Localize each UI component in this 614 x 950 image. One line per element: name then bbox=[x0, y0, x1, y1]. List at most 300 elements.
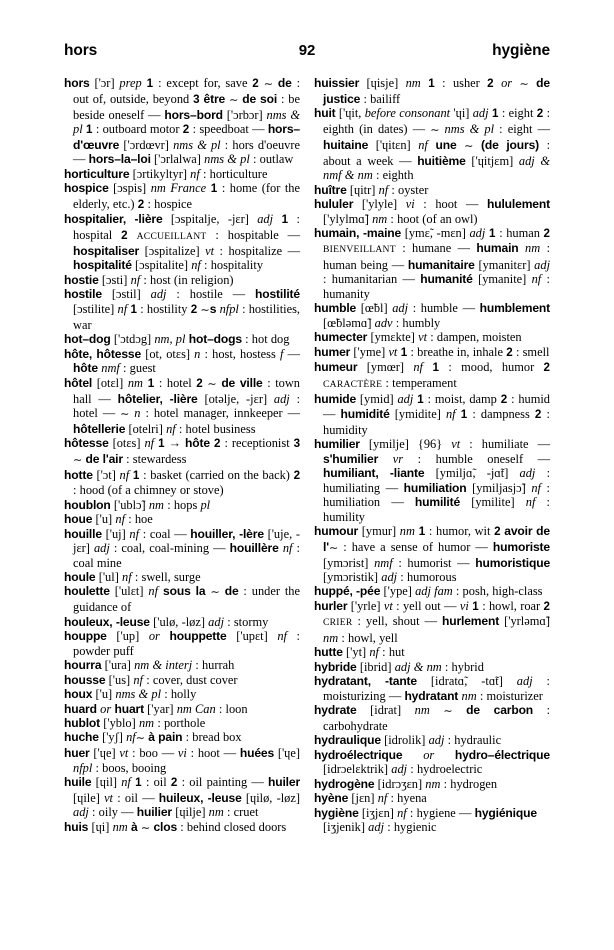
entry-definition-text: : hotel bbox=[158, 375, 197, 390]
entry-definition-text: : humane bbox=[395, 241, 458, 256]
entry-headword: de bbox=[219, 584, 239, 599]
entry-grammar-label: nf bbox=[277, 629, 287, 644]
entry-definition-text: : hospitality bbox=[200, 258, 264, 273]
entry-grammar-label: nf bbox=[166, 421, 176, 436]
entry-cross-reference: ACCUEILLANT bbox=[136, 230, 207, 242]
entry-sense-number: 1 bbox=[485, 227, 500, 241]
entry-headword: humidité bbox=[340, 407, 390, 422]
entry-grammar-label: vt bbox=[451, 437, 461, 452]
entry-grammar-label: nm bbox=[112, 819, 128, 834]
entry-grammar-label: nf bbox=[531, 480, 541, 495]
entry-pronunciation: ['ɥe] bbox=[89, 746, 120, 761]
entry-headword: hôtesse bbox=[64, 436, 109, 451]
entry-definition-text: : hospitable bbox=[206, 227, 288, 242]
entry-grammar-label: nm bbox=[425, 776, 441, 791]
entry-grammar-label: nms & pl bbox=[204, 152, 250, 167]
entry-definition-text: : usher bbox=[442, 76, 488, 90]
entry-separator-dash: — bbox=[391, 257, 408, 272]
entry-headword: (de jours) bbox=[473, 137, 540, 152]
entry-pronunciation: ['ype] bbox=[380, 584, 416, 599]
entry-headword: avoir de l' bbox=[323, 524, 550, 554]
entry-grammar-label: vt bbox=[418, 330, 428, 345]
dictionary-entry bbox=[314, 392, 550, 437]
entry-grammar-label: nms & pl bbox=[173, 137, 221, 152]
entry-separator-dash: — bbox=[174, 526, 191, 541]
entry-headword: houillère bbox=[229, 541, 283, 556]
entry-grammar-label: nm & interj bbox=[134, 658, 193, 673]
entry-headword: houppe bbox=[64, 629, 107, 644]
entry-headword: huitaine bbox=[323, 137, 369, 152]
entry-pronunciation: [idrɔelɛktrik] bbox=[323, 762, 392, 777]
entry-grammar-label: nf bbox=[126, 730, 136, 745]
entry-cross-reference: CARACTÈRE bbox=[323, 378, 383, 390]
entry-pronunciation: ['ura] bbox=[101, 658, 135, 673]
swung-dash-icon: ∼ bbox=[140, 821, 151, 835]
entry-separator-dash: — bbox=[537, 451, 550, 466]
entry-grammar-label: nm bbox=[461, 688, 477, 703]
entry-headword: de carbon bbox=[452, 703, 534, 718]
entry-grammar-label: vi bbox=[177, 746, 187, 761]
entry-pronunciation: [ymidite] bbox=[389, 407, 446, 422]
entry-headword: hostilité bbox=[255, 287, 301, 302]
entry-pronunciation: [jɛn] bbox=[348, 791, 378, 806]
entry-headword: hospitaliser bbox=[73, 243, 140, 258]
entry-headword: hutte bbox=[314, 645, 343, 660]
entry-headword: à bbox=[127, 819, 141, 834]
entry-pronunciation: ['ɔrbɔr] bbox=[222, 107, 267, 122]
entry-grammar-label: adj bbox=[208, 614, 225, 629]
entry-separator-dash: — bbox=[323, 407, 341, 422]
swung-dash-icon: ∼ bbox=[263, 77, 273, 91]
entry-sense-number: 2 bbox=[170, 776, 182, 790]
entry-pronunciation: ['yʃ] bbox=[98, 730, 127, 745]
entry-headword: humilier bbox=[314, 437, 360, 452]
entry-grammar-label: nms & pl bbox=[115, 687, 162, 702]
entry-headword: huile bbox=[64, 775, 92, 790]
dictionary-entry bbox=[64, 468, 300, 498]
entry-pronunciation: ['up] bbox=[106, 629, 149, 644]
entry-grammar-label: nf bbox=[378, 182, 389, 197]
entry-pronunciation: [ɔstilite] bbox=[73, 301, 118, 316]
entry-definition-text: : hot dog bbox=[241, 332, 290, 347]
entry-sense-number: 1 bbox=[488, 107, 502, 121]
entry-grammar-label: adj bbox=[150, 287, 167, 302]
entry-definition-text: : cover, dust cover bbox=[143, 672, 238, 687]
entry-sense-number: 1 bbox=[422, 361, 449, 375]
entry-definition-text: : hoot bbox=[186, 746, 224, 761]
entry-sense-number: 1 bbox=[141, 77, 159, 90]
entry-separator-dash: — bbox=[444, 598, 460, 613]
dictionary-entry bbox=[64, 716, 300, 730]
entry-grammar-label: vt bbox=[205, 243, 215, 258]
entry-pronunciation: ['yrle] bbox=[347, 598, 384, 613]
entry-headword: houppette bbox=[159, 629, 227, 644]
entry-grammar-label: adj bbox=[428, 733, 445, 748]
entry-definition-text: : boo bbox=[128, 746, 162, 761]
entry-grammar-label: or bbox=[148, 629, 160, 644]
swung-dash-icon: ∼ bbox=[519, 77, 529, 91]
entry-headword: hourra bbox=[64, 658, 102, 673]
entry-sense-number: 2 bbox=[534, 408, 547, 422]
entry-headword: horticulture bbox=[64, 166, 130, 181]
entry-grammar-label: nmf bbox=[101, 361, 120, 376]
dictionary-entry bbox=[314, 226, 550, 301]
entry-headword: huiler bbox=[267, 775, 301, 790]
entry-grammar-label: vt bbox=[388, 344, 398, 359]
entry-pronunciation: [ɥi] bbox=[88, 819, 113, 834]
entry-definition-text: : posh, high-class bbox=[452, 584, 543, 599]
entry-pronunciation: ['ylylmɑ̃] bbox=[323, 211, 373, 226]
dictionary-entry bbox=[314, 674, 550, 703]
dictionary-entry bbox=[314, 437, 550, 524]
dictionary-entry bbox=[64, 76, 300, 167]
entry-definition-text: : hostilities, war bbox=[73, 301, 301, 332]
entry-definition-text: : hyena bbox=[387, 791, 427, 806]
entry-definition-text: : holly bbox=[161, 687, 197, 702]
dictionary-entry bbox=[64, 570, 300, 584]
entry-grammar-label: adj bbox=[534, 257, 551, 272]
entry-sense-number: 1 bbox=[82, 123, 96, 137]
entry-headword: humilité bbox=[414, 495, 461, 510]
entry-headword: humain, -maine bbox=[314, 226, 402, 241]
entry-headword: houle bbox=[64, 569, 96, 584]
entry-definition-text: : basket (carried on the back) bbox=[143, 467, 294, 482]
entry-headword: hygiène bbox=[314, 805, 359, 820]
entry-definition-text: : home (for the elderly, etc.) bbox=[73, 181, 301, 211]
entry-pronunciation: [ymilje] {96} bbox=[359, 437, 452, 452]
entry-headword: s bbox=[209, 301, 220, 316]
entry-headword: hydrate bbox=[314, 703, 357, 718]
entry-headword: huit bbox=[314, 106, 336, 121]
entry-definition-text: : hotel bbox=[73, 391, 301, 420]
entry-grammar-label: nm bbox=[127, 375, 143, 390]
entry-definition-text: : under the guidance of bbox=[73, 584, 301, 615]
entry-headword: hostie bbox=[64, 272, 99, 287]
dictionary-entry bbox=[64, 498, 300, 512]
entry-grammar-label: nms & pl bbox=[73, 107, 300, 137]
entry-headword: humble bbox=[314, 301, 357, 316]
entry-headword: houiller, -lère bbox=[190, 526, 264, 541]
entry-definition-text: : bread box bbox=[182, 730, 242, 745]
entry-pronunciation: [idrat] bbox=[356, 703, 415, 718]
entry-headword: hors–la–loi bbox=[88, 152, 151, 167]
entry-pronunciation: [ɥil] bbox=[91, 775, 122, 790]
entry-definition-text bbox=[430, 703, 444, 717]
entry-separator-dash: — bbox=[412, 121, 431, 136]
entry-definition-text: : oil painting bbox=[181, 775, 252, 790]
entry-definition-text: : breathe in, inhale bbox=[410, 344, 507, 359]
entry-grammar-label: nf bbox=[129, 526, 140, 541]
dictionary-entry bbox=[64, 332, 300, 346]
entry-definition-text: : yell, shout bbox=[352, 614, 425, 629]
entry-headword: humanité bbox=[420, 272, 473, 287]
entry-grammar-label: nf bbox=[531, 272, 542, 287]
entry-pronunciation: [otəlje, -jɛr] bbox=[197, 391, 274, 406]
entry-definition-text: : carbohydrate bbox=[323, 703, 551, 733]
entry-definition-text: : cruet bbox=[223, 805, 259, 820]
entry-sense-number: 1 bbox=[414, 525, 429, 539]
entry-pronunciation: [otɛl] bbox=[92, 375, 128, 390]
entry-grammar-label: nm bbox=[148, 497, 165, 512]
dictionary-entry bbox=[314, 330, 550, 344]
entry-definition-text: : coal, coal-mining bbox=[109, 541, 214, 556]
entry-definition-text: : hops bbox=[164, 497, 201, 512]
dictionary-entry bbox=[314, 806, 550, 835]
entry-definition-text: : human being bbox=[323, 241, 551, 272]
dictionary-entry bbox=[64, 181, 300, 212]
entry-headword: humeur bbox=[314, 360, 358, 375]
entry-headword: huissier bbox=[314, 76, 360, 90]
entry-grammar-label: nf bbox=[130, 272, 141, 287]
entry-pronunciation: [ɔsti] bbox=[98, 272, 131, 287]
entry-headword: huche bbox=[64, 730, 99, 745]
entry-headword: hôtel bbox=[64, 375, 93, 390]
entry-definition-text: : bailiff bbox=[360, 91, 401, 106]
entry-sense-number: 2 bbox=[209, 437, 225, 451]
entry-grammar-label: nm bbox=[208, 805, 224, 820]
entry-definition-text: : humiliation bbox=[323, 480, 550, 510]
entry-pronunciation: [ibrid] bbox=[356, 659, 395, 674]
dictionary-entry bbox=[64, 615, 300, 629]
entry-pronunciation: ['ɥitjɛm] bbox=[465, 153, 519, 168]
entry-sense-number: 3 bbox=[193, 92, 204, 106]
entry-grammar-label: vi bbox=[405, 197, 415, 212]
entry-definition-text: : moist, damp bbox=[427, 392, 501, 407]
entry-headword: hululement bbox=[486, 197, 550, 212]
entry-pronunciation: [ymɛ̃, -mɛn] bbox=[401, 226, 470, 241]
entry-definition-text: : hotel business bbox=[175, 421, 256, 436]
entry-separator-dash: — bbox=[457, 241, 477, 256]
swung-dash-icon: ∼ bbox=[210, 585, 220, 599]
entry-definition-text: : hybrid bbox=[441, 659, 484, 674]
entry-pronunciation: [ymilite] bbox=[460, 495, 526, 510]
entry-headword: hyène bbox=[314, 791, 349, 806]
entry-grammar-label: adj bbox=[472, 106, 489, 121]
entry-definition-text: : hydrogen bbox=[440, 776, 498, 791]
entry-pronunciation: [ot, otɛs] bbox=[141, 346, 195, 361]
entry-separator-dash: — bbox=[462, 301, 480, 316]
entry-definition-text: : eight bbox=[501, 106, 537, 121]
entry-sense-number: 2 bbox=[182, 123, 193, 137]
entry-sense-number: 2 bbox=[506, 345, 516, 359]
swung-dash-icon: ∼ bbox=[200, 303, 210, 317]
entry-headword: humour bbox=[314, 524, 359, 539]
entry-separator-dash: — bbox=[73, 152, 89, 167]
entry-grammar-label: nf bbox=[282, 541, 293, 556]
entry-pronunciation: [ɥilje] bbox=[172, 805, 209, 820]
entry-grammar-label: nm bbox=[525, 241, 541, 256]
entry-grammar-label: nm bbox=[138, 715, 155, 730]
entry-separator-dash: — bbox=[287, 346, 300, 361]
entry-headword: hygiénique bbox=[474, 805, 537, 820]
entry-definition-text: : humid bbox=[511, 392, 550, 407]
entry-pronunciation: [idrolik] bbox=[380, 733, 429, 748]
entry-grammar-label: vt bbox=[383, 598, 393, 613]
dictionary-entry bbox=[64, 746, 300, 775]
entry-pronunciation: [ɔspitalize] bbox=[139, 243, 206, 258]
entry-headword: houx bbox=[64, 687, 93, 702]
entry-pronunciation: ['yblo] bbox=[100, 715, 139, 730]
dictionary-entry bbox=[314, 703, 550, 733]
entry-pronunciation: [ymanite] bbox=[472, 272, 532, 287]
entry-definition-text: : humanitarian bbox=[323, 272, 403, 287]
entry-grammar-label: adj bbox=[73, 805, 89, 820]
entry-pronunciation: [ymur] bbox=[358, 524, 400, 539]
guide-word-left: hors bbox=[64, 42, 98, 59]
entry-definition-text: : porthole bbox=[154, 715, 206, 730]
entry-headword: être bbox=[203, 91, 230, 106]
entry-grammar-label: nm bbox=[399, 524, 415, 539]
entry-headword: humoristique bbox=[475, 555, 551, 570]
entry-definition-text: : except for, save bbox=[158, 76, 253, 90]
dictionary-entry bbox=[64, 527, 300, 570]
entry-grammar-label: adj & nm bbox=[394, 659, 442, 674]
dictionary-entry bbox=[64, 512, 300, 526]
entry-sense-number: 1 bbox=[143, 376, 159, 390]
entry-headword: hôtellerie bbox=[73, 421, 126, 436]
dictionary-entry bbox=[64, 658, 300, 672]
entry-definition-text: : hostile bbox=[166, 287, 233, 302]
entry-pronunciation: [iʒjenik] bbox=[323, 820, 369, 835]
entry-headword: hostile bbox=[64, 287, 102, 302]
dictionary-entry bbox=[64, 376, 300, 437]
entry-pronunciation: ['yme] bbox=[350, 344, 389, 359]
entry-grammar-label: adj bbox=[381, 569, 398, 584]
entry-headword: humoriste bbox=[492, 539, 550, 554]
entry-headword: hôte bbox=[73, 361, 102, 376]
entry-pronunciation: ['yrləmɑ̃] bbox=[499, 614, 550, 629]
entry-definition-text: : hygiene bbox=[406, 805, 459, 820]
entry-pronunciation: ['ɥitɛn] bbox=[368, 137, 419, 152]
guide-word-right: hygiène bbox=[492, 42, 550, 59]
dictionary-entry bbox=[64, 347, 300, 376]
entry-definition-text: : hut bbox=[378, 645, 405, 660]
entry-grammar-label: vt bbox=[119, 746, 129, 761]
entry-separator-dash: — bbox=[213, 541, 230, 556]
dictionary-entry bbox=[64, 436, 300, 467]
entry-definition-text: : temperament bbox=[382, 375, 457, 390]
entry-definition-text: : hydraulic bbox=[444, 733, 502, 748]
entry-definition-text: : eighth bbox=[372, 168, 414, 183]
entry-pronunciation: [ymiljasjɔ̃] bbox=[466, 480, 532, 495]
entry-headword: huis bbox=[64, 819, 89, 834]
entry-definition-text: : howl, roar bbox=[482, 598, 544, 613]
entry-headword: de justice bbox=[323, 76, 550, 106]
entry-separator-dash: — bbox=[424, 614, 442, 629]
dictionary-entry bbox=[64, 629, 300, 658]
dictionary-entry bbox=[314, 599, 550, 645]
entry-definition-text: : hors d'oeuvre bbox=[220, 137, 300, 152]
entry-grammar-label: n bbox=[194, 346, 201, 361]
entry-definition-text: : hurrah bbox=[192, 658, 235, 673]
dictionary-entry bbox=[64, 687, 300, 701]
entry-headword: de bbox=[272, 76, 292, 90]
entry-pronunciation: ['ɔrdœvr] bbox=[119, 137, 174, 152]
swung-dash-icon: ∼ bbox=[430, 123, 440, 137]
dictionary-entry bbox=[64, 730, 300, 746]
running-head bbox=[64, 42, 550, 64]
entry-grammar-label: nfpl bbox=[219, 301, 239, 316]
entry-definition-text: : swell, surge bbox=[131, 569, 201, 584]
entry-pronunciation: ['us] bbox=[105, 672, 134, 687]
entry-definition-text: : be beside oneself bbox=[73, 91, 300, 122]
entry-headword: hospitalier, -lière bbox=[64, 212, 163, 227]
entry-sense-number: 2 bbox=[543, 227, 550, 241]
entry-separator-dash: — bbox=[402, 272, 421, 287]
entry-pronunciation: [ɔspis] bbox=[108, 181, 151, 196]
entry-definition-text: : eight bbox=[494, 121, 538, 136]
entry-grammar-label: nf bbox=[117, 301, 128, 316]
left-column bbox=[64, 76, 300, 836]
entry-pronunciation: [otelri] bbox=[125, 421, 167, 436]
dictionary-entry bbox=[314, 733, 550, 747]
entry-definition-text: : hospitalize bbox=[214, 243, 288, 258]
entry-grammar-label: nf bbox=[133, 672, 143, 687]
entry-headword: hospice bbox=[64, 181, 109, 196]
entry-pronunciation: [ɔstil] bbox=[101, 287, 151, 302]
dictionary-entry bbox=[314, 197, 550, 226]
swung-dash-icon: ∼ bbox=[120, 407, 130, 421]
entry-grammar-label: nf bbox=[148, 584, 159, 599]
entry-grammar-label: nmf bbox=[374, 555, 393, 570]
entry-grammar-label: nf bbox=[377, 791, 388, 806]
entry-grammar-label: nf bbox=[445, 407, 456, 422]
entry-sense-number: 1 bbox=[413, 393, 428, 407]
entry-definition-text: : mood, humor bbox=[448, 360, 544, 375]
entry-sense-number: 1 bbox=[397, 345, 411, 359]
entry-grammar-label: nf bbox=[115, 512, 126, 527]
entry-pronunciation: [œ̃bləmɑ̃] bbox=[323, 315, 375, 330]
entry-headword: hot–dogs bbox=[185, 332, 242, 347]
entry-grammar-label: vr bbox=[392, 451, 404, 466]
entry-pronunciation: [ymɔristik] bbox=[323, 569, 382, 584]
dictionary-entry bbox=[314, 183, 550, 197]
entry-grammar-label: or bbox=[423, 747, 435, 762]
entry-pronunciation: ['ulø, -løz] bbox=[149, 614, 209, 629]
entry-sense-number: 2 bbox=[494, 525, 505, 539]
entry-sense-number: 2 bbox=[190, 302, 201, 316]
entry-definition-text: : dampen, moisten bbox=[427, 330, 522, 345]
entry-separator-dash: — bbox=[537, 437, 550, 452]
entry-definition-text: : stormy bbox=[224, 614, 269, 629]
entry-definition-text: : hotel manager, innkeeper bbox=[140, 405, 288, 420]
entry-headword: hydratant bbox=[404, 688, 462, 703]
entry-grammar-label: nm bbox=[414, 703, 430, 718]
entry-headword: hors bbox=[64, 76, 90, 90]
entry-separator-dash: — bbox=[391, 495, 415, 510]
entry-grammar-label: prep bbox=[119, 76, 142, 90]
entry-separator-dash: — bbox=[537, 121, 550, 136]
entry-definition-text: : howl, yell bbox=[338, 630, 398, 645]
entry-sense-number: 2 bbox=[137, 197, 148, 211]
entry-definition-text: : oil bbox=[113, 790, 143, 805]
entry-separator-dash: — bbox=[251, 775, 268, 790]
entry-grammar-label: nm bbox=[405, 76, 421, 90]
entry-definition-text: : stewardess bbox=[122, 451, 187, 466]
entry-pronunciation: ['uj] bbox=[101, 526, 130, 541]
entry-sense-number: 1 bbox=[455, 408, 473, 422]
entry-separator-dash: — bbox=[98, 391, 118, 406]
entry-pronunciation: [ɥitr] bbox=[346, 182, 379, 197]
entry-pronunciation: [ymɔrist] bbox=[323, 555, 375, 570]
entry-headword: huard bbox=[64, 701, 101, 716]
entry-pronunciation: ['ulɛt] bbox=[109, 584, 149, 599]
entry-sense-number: 1 bbox=[206, 182, 222, 196]
entry-separator-dash: — bbox=[252, 122, 268, 137]
entry-sense-number: 1 bbox=[129, 468, 144, 482]
entry-headword: hors–d'œuvre bbox=[73, 122, 300, 152]
entry-definition-text: : humble oneself bbox=[403, 451, 538, 466]
